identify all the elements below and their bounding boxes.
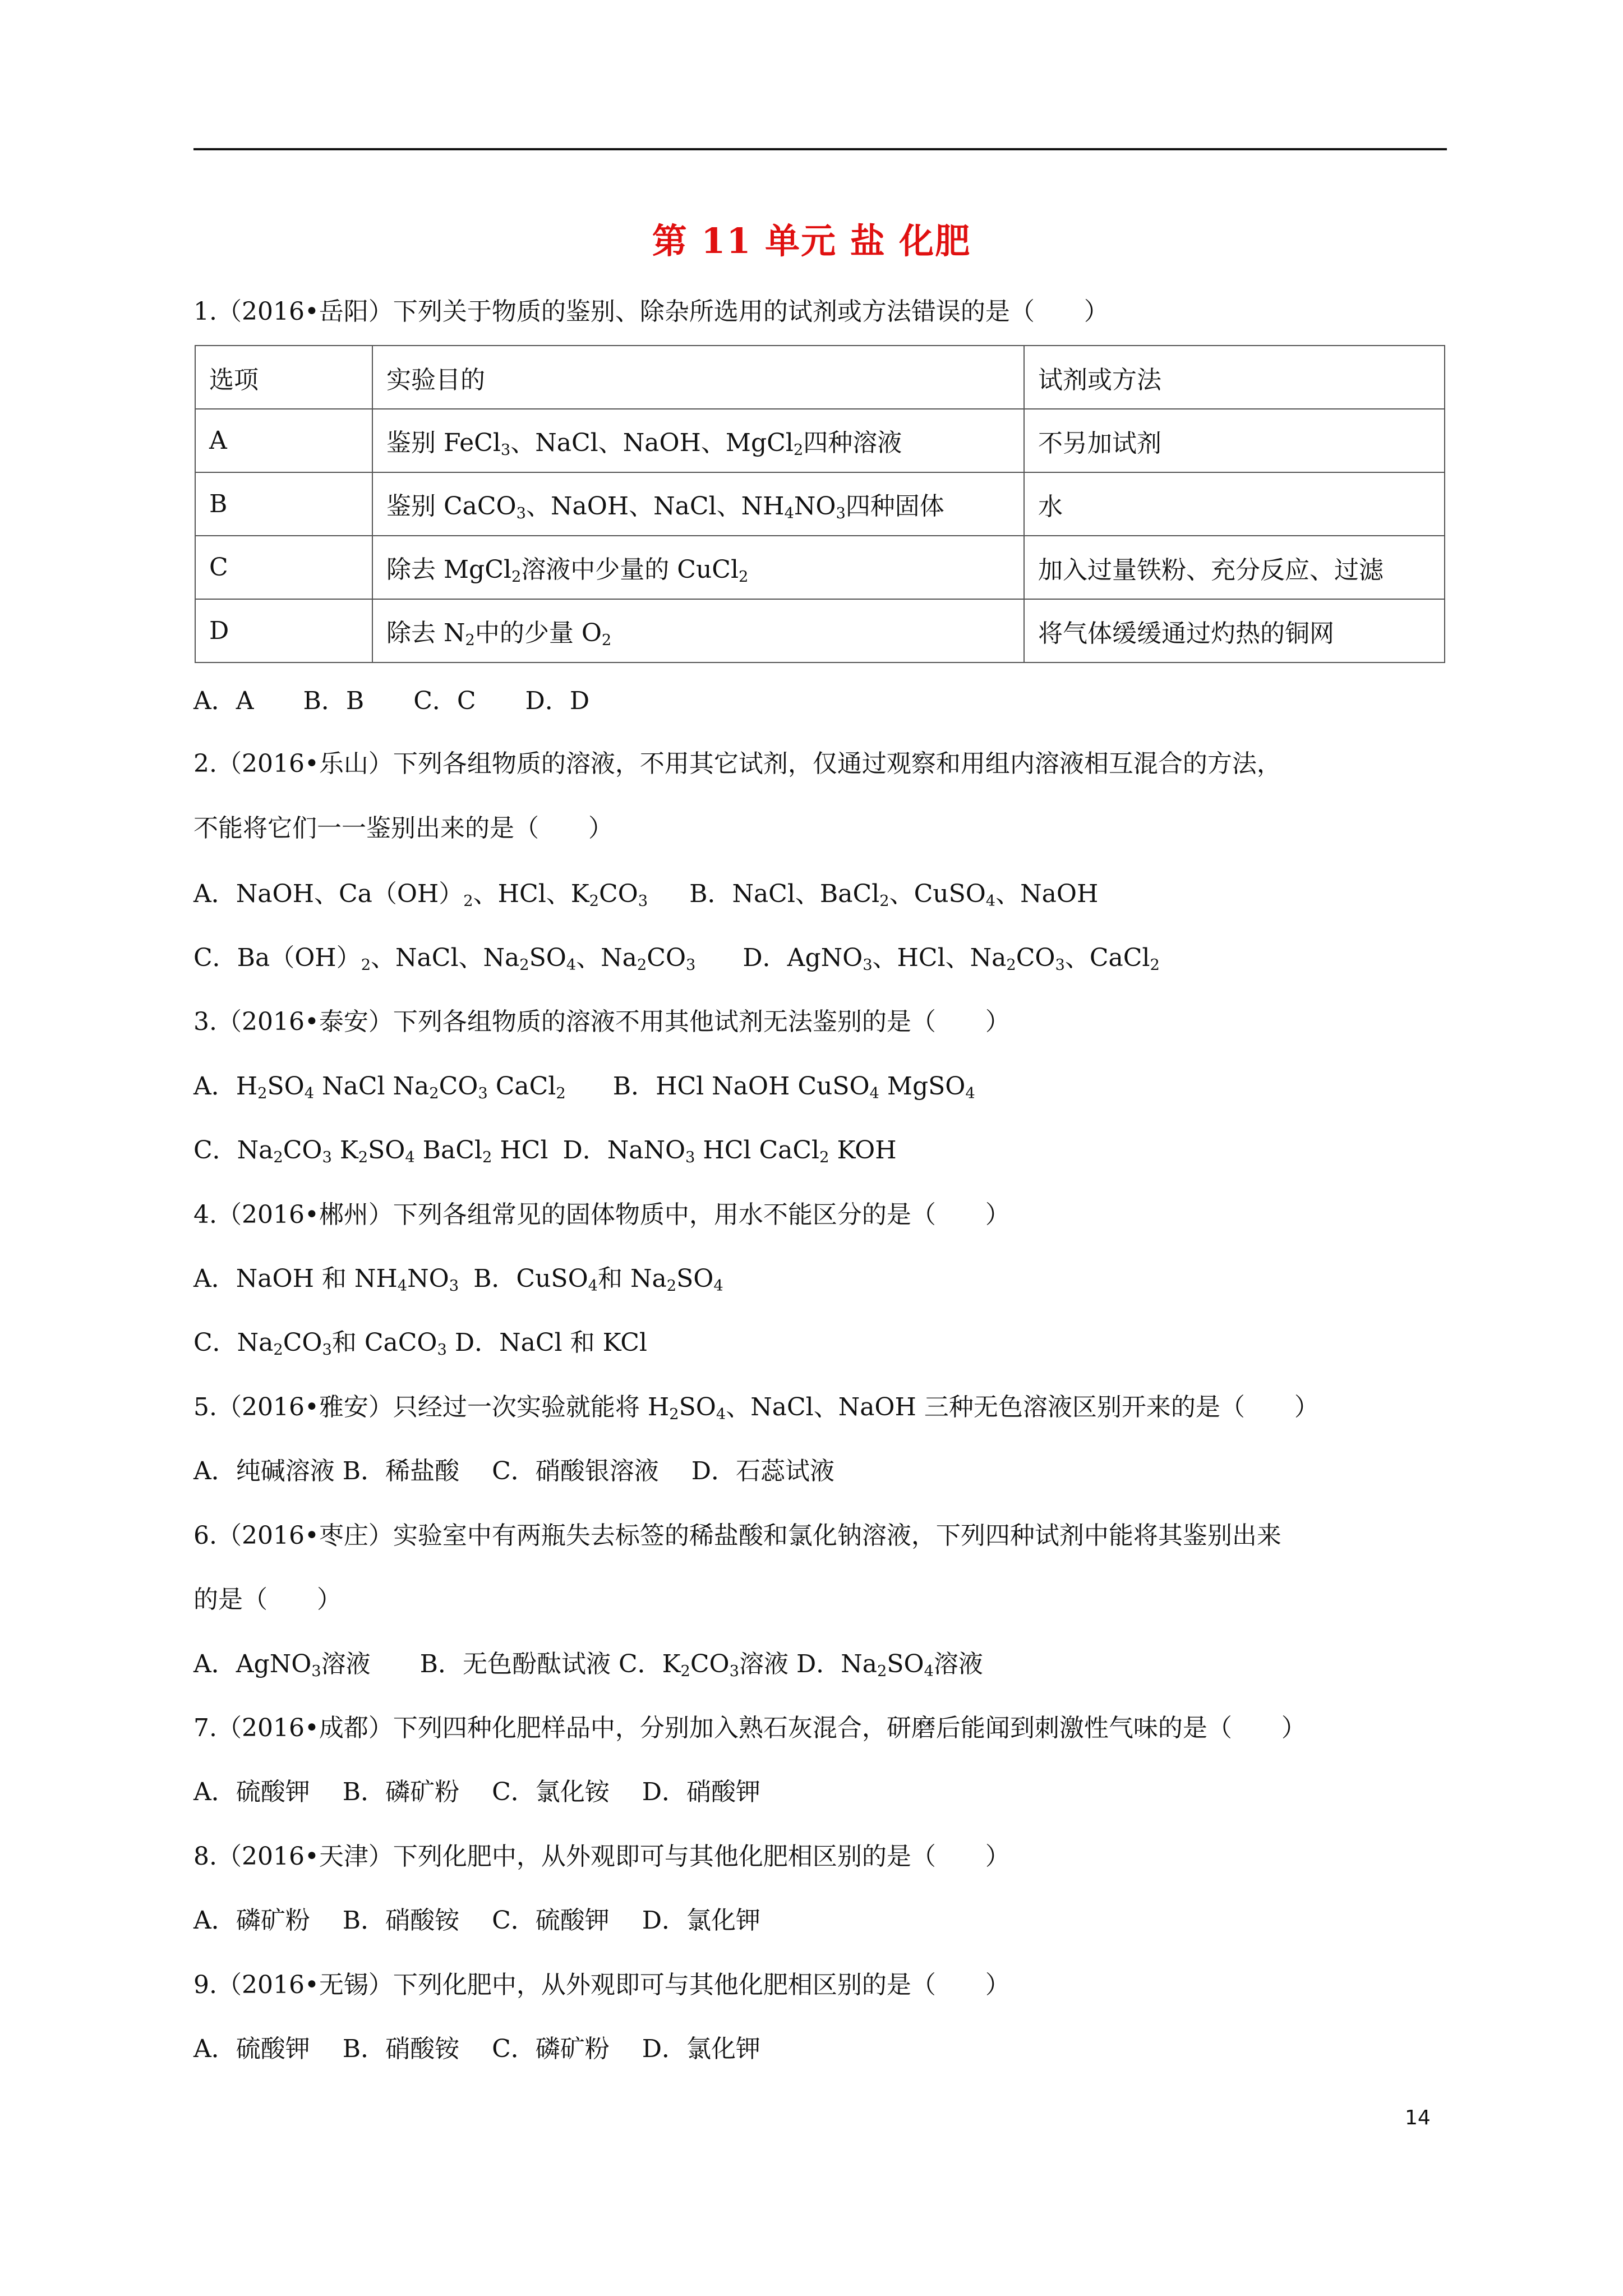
row-method: 水 <box>1024 472 1445 536</box>
q6-stem-line1: 6.（2016•枣庄）实验室中有两瓶失去标签的稀盐酸和氯化钠溶液，下列四种试剂中能将其鉴别出来 <box>193 1521 1281 1550</box>
q3-option-d: D．NaNO$_3$ HCl CaCl$_2$ KOH <box>562 1136 897 1166</box>
unit-title: 第 11 单元 盐 化肥 <box>652 220 971 261</box>
q4-options-cd <box>193 1326 647 1367</box>
q4-option-d: D．NaCl 和 KCl <box>454 1328 648 1357</box>
table-header-row <box>195 346 1445 409</box>
q2-option-a: A．NaOH、$Ca(OH)_2$、HCl、$K_2CO_3$ <box>193 880 648 910</box>
row-goal: 除去 $N_2$中的少量 $O_2$ <box>372 599 1024 662</box>
row-goal: 鉴别 CaCO$_3$、NaOH、NaCl、$NH_4NO_3$四种固体 <box>372 472 1024 536</box>
q5-options: A．纯碱溶液 B．稀盐酸 C．硝酸银溶液 D．石蕊试液 <box>193 1457 835 1485</box>
q1-stem: 1.（2016•岳阳）下列关于物质的鉴别、除杂所选用的试剂或方法错误的是（ ） <box>193 297 1109 326</box>
row-method: 加入过量铁粉、充分反应、过滤 <box>1024 536 1445 599</box>
row-option: C <box>195 536 372 599</box>
q2-option-d: D．AgNO$_3$、HCl、$Na_2CO_3$、CaCl$_2$ <box>743 944 1160 974</box>
q2-stem-line1: 2.（2016•乐山）下列各组物质的溶液，不用其它试剂，仅通过观察和用组内溶液相互混合的方法， <box>193 749 1281 778</box>
row-option: D <box>195 599 372 662</box>
q2-option-b: B．NaCl、BaCl$_2$、CuSO$_4$、NaOH <box>689 880 1099 910</box>
header-option: 选项 <box>195 346 372 409</box>
page-number: 14 <box>1405 2106 1431 2129</box>
q3-options-cd <box>193 1134 897 1175</box>
q7-stem: 7.（2016•成都）下列四种化肥样品中，分别加入熟石灰混合，研磨后能闻到刺激性气味的是（ ） <box>193 1714 1306 1742</box>
q3-options-ab <box>193 1070 975 1111</box>
row-goal: 鉴别 FeCl$_3$、NaCl、NaOH、MgCl$_2$四种溶液 <box>372 409 1024 472</box>
q9-options: A．硫酸钾 B．硝酸铵 C．磷矿粉 D．氯化钾 <box>193 2035 761 2063</box>
q2-option-c: C．$Ba(OH)_2$、NaCl、$Na_2SO_4$、$Na_2CO_3$ <box>193 944 696 974</box>
header-method: 试剂或方法 <box>1024 346 1445 409</box>
q1-options: A．A B．B C．C D．D <box>193 687 590 715</box>
q1-table <box>195 345 1445 663</box>
row-option: A <box>195 409 372 472</box>
q3-option-c: C．$Na_2CO_3$ $K_2SO_4$ BaCl$_2$ HCl <box>193 1136 548 1166</box>
q2-options-ab <box>193 877 1098 918</box>
q4-option-b: B．CuSO$_4$和 $Na_2SO_4$ <box>473 1264 723 1295</box>
table-row <box>195 409 1445 472</box>
q4-option-c: C．$Na_2CO_3$和 CaCO$_3$ <box>193 1328 447 1359</box>
q6-options: A．AgNO$_3$溶液 B．无色酚酞试液 C．$K_2CO_3$溶液 D．$Na_2SO_4$溶液 <box>193 1650 983 1680</box>
q8-stem: 8.（2016•天津）下列化肥中，从外观即可与其他化肥相区别的是（ ） <box>193 1842 1010 1871</box>
q7-options: A．硫酸钾 B．磷矿粉 C．氯化铵 D．硝酸钾 <box>193 1778 761 1806</box>
table-row <box>195 536 1445 599</box>
q2-options-cd <box>193 941 1160 982</box>
q8-options: A．磷矿粉 B．硝酸铵 C．硫酸钾 D．氯化钾 <box>193 1906 761 1935</box>
q2-stem-line2: 不能将它们一一鉴别出来的是（ ） <box>193 814 613 843</box>
q9-stem: 9.（2016•无锡）下列化肥中，从外观即可与其他化肥相区别的是（ ） <box>193 1971 1010 1999</box>
row-option: B <box>195 472 372 536</box>
q6-stem-line2: 的是（ ） <box>193 1585 342 1614</box>
q4-option-a: A．NaOH 和 $NH_4NO_3$ <box>193 1264 459 1295</box>
table-row <box>195 472 1445 536</box>
q5-stem: 5.（2016•雅安）只经过一次实验就能将 $H_2SO_4$、NaCl、NaOH 三种无色溶液区别开来的是（ ） <box>193 1393 1319 1423</box>
q3-option-b: B．HCl NaOH CuSO$_4$ MgSO$_4$ <box>612 1072 975 1102</box>
header-goal: 实验目的 <box>372 346 1024 409</box>
row-method: 不另加试剂 <box>1024 409 1445 472</box>
q4-stem: 4.（2016•郴州）下列各组常见的固体物质中，用水不能区分的是（ ） <box>193 1200 1010 1229</box>
q3-stem: 3.（2016•泰安）下列各组物质的溶液不用其他试剂无法鉴别的是（ ） <box>193 1007 1010 1036</box>
q4-options-ab <box>193 1262 723 1303</box>
row-method: 将气体缓缓通过灼热的铜网 <box>1024 599 1445 662</box>
q3-option-a: A．$H_2SO_4$ NaCl $Na_2CO_3$ CaCl$_2$ <box>193 1072 566 1102</box>
table-row <box>195 599 1445 662</box>
row-goal: 除去 MgCl$_2$溶液中少量的 CuCl$_2$ <box>372 536 1024 599</box>
header-rule <box>193 148 1447 150</box>
